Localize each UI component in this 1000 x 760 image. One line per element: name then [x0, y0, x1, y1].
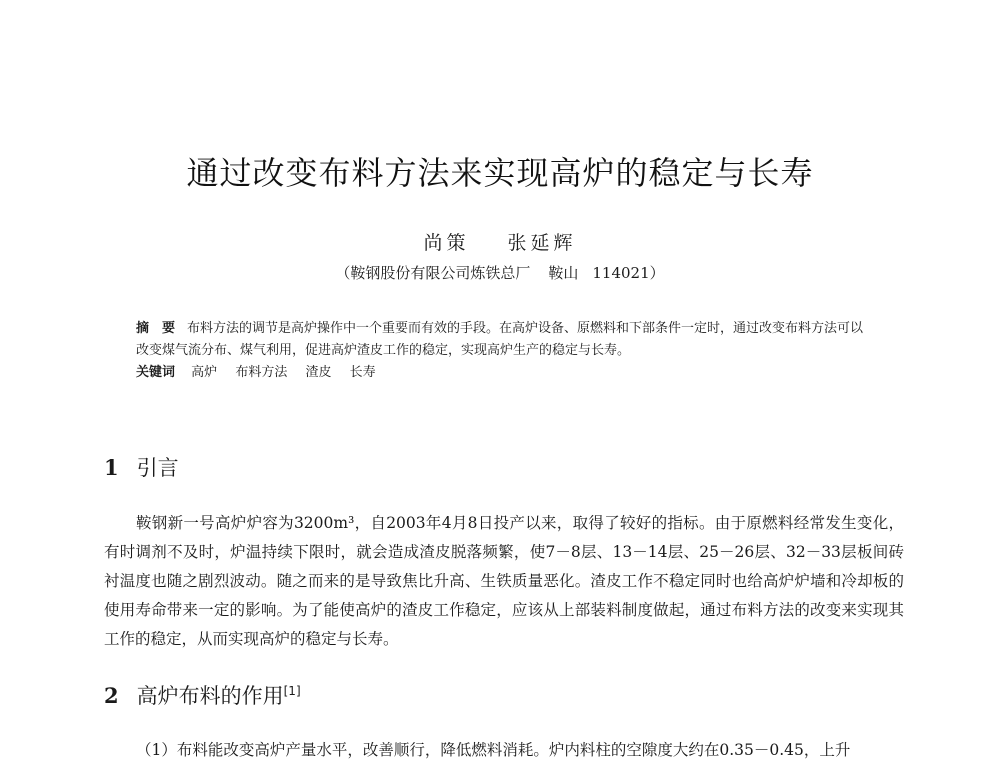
- keyword: 长寿: [349, 365, 376, 380]
- abstract: [136, 318, 876, 362]
- author-list: [0, 228, 1000, 255]
- abstract-label: 摘 要: [136, 321, 176, 336]
- section-number: 1: [104, 455, 119, 480]
- keyword: 布料方法: [235, 365, 288, 380]
- paper-title: 通过改变布料方法来实现高炉的稳定与长寿: [186, 154, 814, 192]
- section-title: 高炉布料的作用: [136, 684, 284, 708]
- section-paragraph: （1）布料能改变高炉产量水平，改善顺行，降低燃料消耗。炉内料柱的空隙度大约在0.35－0.45，上升: [136, 741, 851, 759]
- author-name: 尚策: [423, 232, 470, 254]
- affiliation-zip: 114021）: [592, 264, 665, 282]
- keyword: 渣皮: [305, 365, 332, 380]
- section-number: 2: [104, 683, 119, 708]
- section-title: 引言: [136, 456, 179, 480]
- abstract-block: [136, 318, 876, 384]
- section-paragraph: 鞍钢新一号高炉炉容为3200m³，自2003年4月8日投产以来，取得了较好的指标。由于原燃料经常发生变化，有时调剂不及时，炉温持续下限时，就会造成渣皮脱落频繁，使7－8层、13－14层、25－26层、32－33层板间砖衬温度也随之剧烈波动。随之而来的是导致焦比升高、生铁质量恶化。渣皮工作不稳定同时也给高炉炉墙和冷却板的使用寿命带来一定的影响。为了能使高炉的渣皮工作稳定，应该从上部装料制度做起，通过布料方法的改变来实现其工作的稳定，从而实现高炉的稳定与长寿。: [104, 514, 904, 648]
- keyword: 高炉: [191, 365, 218, 380]
- citation-ref: [1]: [283, 684, 301, 698]
- section-heading: [104, 680, 301, 710]
- abstract-text: 布料方法的调节是高炉操作中一个重要而有效的手段。在高炉设备、原燃料和下部条件一定时，通过改变布料方法可以改变煤气流分布、煤气利用，促进高炉渣皮工作的稳定，实现高炉生产的稳定与长寿。: [136, 321, 864, 358]
- affiliation: [0, 262, 1000, 283]
- keywords-label: 关键词: [136, 365, 176, 380]
- keywords: [136, 362, 876, 384]
- affiliation-city: 鞍山: [548, 264, 579, 282]
- author-name: 张延辉: [507, 232, 577, 254]
- section-heading: [104, 452, 179, 482]
- affiliation-org: （鞍钢股份有限公司炼铁总厂: [335, 264, 531, 282]
